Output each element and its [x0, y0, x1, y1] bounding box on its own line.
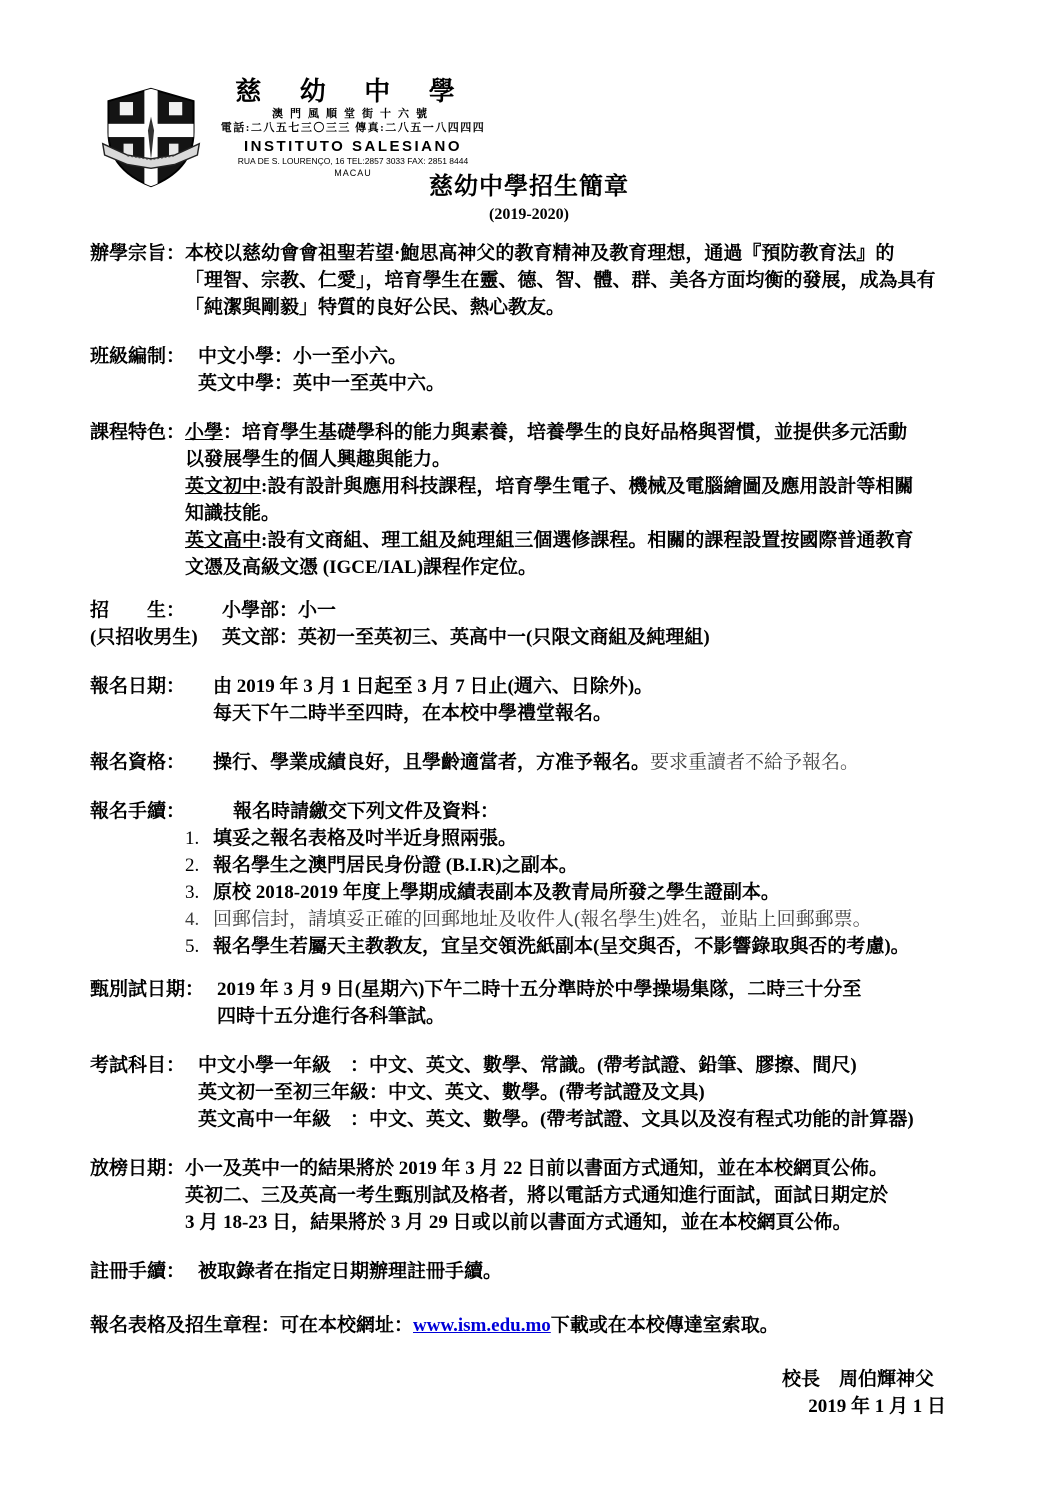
- section-forms-download: [90, 1312, 968, 1339]
- section-class-structure: [90, 343, 968, 397]
- section-mission: [90, 240, 968, 321]
- class-structure-label: 班級編制：: [90, 346, 186, 367]
- screening-test-label: 甄別試日期：: [90, 979, 205, 1000]
- curriculum-line: 以發展學生的個人興趣與能力。: [185, 449, 452, 470]
- procedure-label: 報名手續：: [90, 801, 186, 822]
- list-item: [90, 933, 968, 960]
- curriculum-junior-text: :設有設計與應用科技課程，培育學生電子、機械及電腦繪圖及應用設計等相關: [261, 476, 914, 497]
- qualification-main-text: 操行、學業成績良好，且學齡適當者，方准予報名。: [213, 752, 651, 773]
- curriculum-primary-head: 小學: [185, 422, 224, 443]
- screening-test-line: 四時十五分進行各科筆試。: [217, 1006, 446, 1027]
- forms-line: [90, 1312, 779, 1339]
- forms-suffix-text: 下載或在本校傳達室索取。: [550, 1315, 779, 1336]
- list-item: [90, 852, 968, 879]
- curriculum-senior-text: :設有文商組、理工組及純理組三個選修課程。相關的課程設置按國際普通教育: [261, 530, 914, 551]
- school-phone-fax-chinese: 電話:二八五七三〇三三 傳真:二八五一八四四四: [220, 122, 486, 134]
- mission-line: 「純潔與剛毅」特質的良好公民、熱心教友。: [185, 297, 566, 318]
- signature-date: 2019 年 1 月 1 日: [808, 1396, 946, 1417]
- section-enrollment: [90, 1258, 968, 1285]
- class-structure-line: 英文中學：英中一至英中六。: [198, 373, 446, 394]
- list-item: [90, 825, 968, 852]
- forms-prefix-text: 報名表格及招生章程：可在本校網址：: [90, 1315, 414, 1336]
- section-screening-test: [90, 976, 968, 1030]
- list-item-text: 報名學生之澳門居民身份證 (B.I.R)之副本。: [213, 855, 578, 876]
- curriculum-label: 課程特色：: [90, 422, 186, 443]
- school-year: (2019-2020): [489, 206, 569, 223]
- registration-date-line: 由 2019 年 3 月 1 日起至 3 月 7 日止(週六、日除外)。: [213, 676, 654, 697]
- page-title: 慈幼中學招生簡章: [429, 174, 629, 200]
- registration-date-line: 每天下午二時半至四時，在本校中學禮堂報名。: [213, 703, 613, 724]
- principal-signature: 校長 周伯輝神父: [781, 1369, 934, 1390]
- section-procedure: [90, 798, 968, 960]
- list-item-number: 1.: [185, 828, 200, 849]
- curriculum-junior-head: 英文初中: [185, 476, 262, 497]
- procedure-intro: 報名時請繳交下列文件及資料：: [233, 801, 500, 822]
- qualification-label: 報名資格：: [90, 752, 186, 773]
- exam-subjects-label: 考試科目：: [90, 1055, 186, 1076]
- curriculum-senior-head: 英文高中: [185, 530, 262, 551]
- list-item: [90, 879, 968, 906]
- screening-test-line: 2019 年 3 月 9 日(星期六)下午二時十五分準時於中學操場集隊，二時三十分至: [217, 979, 862, 1000]
- mission-label: 辦學宗旨：: [90, 243, 186, 264]
- list-item-number: 3.: [185, 882, 200, 903]
- school-city: MACAU: [334, 168, 372, 178]
- admission-label: 招 生：: [90, 600, 186, 621]
- admission-line: 小學部：小一: [222, 600, 337, 621]
- section-qualification: [90, 749, 968, 776]
- curriculum-line: [185, 527, 968, 554]
- enrollment-line: 被取錄者在指定日期辦理註冊手續。: [198, 1261, 503, 1282]
- list-item-number: 5.: [185, 936, 200, 957]
- school-name-chinese: 慈 幼 中 學: [235, 77, 471, 106]
- results-label: 放榜日期：: [90, 1158, 186, 1179]
- enrollment-label: 註冊手續：: [90, 1261, 186, 1282]
- list-item-text: 報名學生若屬天主教教友，宜呈交領洗紙副本(呈交與否，不影響錄取與否的考慮)。: [213, 936, 910, 957]
- curriculum-line: [185, 419, 968, 446]
- section-admission-grades: [90, 597, 968, 651]
- registration-date-label: 報名日期：: [90, 676, 186, 697]
- procedure-list: [90, 825, 968, 960]
- curriculum-line: [185, 473, 968, 500]
- exam-subjects-line: 中文小學一年級 ：中文、英文、數學、常識。(帶考試證、鉛筆、膠擦、間尺): [198, 1055, 857, 1076]
- school-name-portuguese: INSTITUTO SALESIANO: [243, 138, 463, 155]
- admission-boys-only-note: (只招收男生): [90, 627, 198, 648]
- curriculum-line: 文憑及高級文憑 (IGCE/IAL)課程作定位。: [185, 557, 538, 578]
- section-exam-subjects: [90, 1052, 968, 1133]
- list-item-number: 2.: [185, 855, 200, 876]
- list-item-text: 回郵信封，請填妥正確的回郵地址及收件人(報名學生)姓名，並貼上回郵郵票。: [213, 909, 872, 930]
- admission-line: 英文部：英初一至英初三、英高中一(只限文商組及純理組): [222, 627, 710, 648]
- signature-block: [90, 1366, 968, 1420]
- section-registration-date: [90, 673, 968, 727]
- curriculum-primary-text: ：培育學生基礎學科的能力與素養，培養學生的良好品格與習慣，並提供多元活動: [223, 422, 908, 443]
- class-structure-line: 中文小學：小一至小六。: [198, 346, 408, 367]
- list-item-text: 填妥之報名表格及吋半近身照兩張。: [213, 828, 518, 849]
- list-item-text: 原校 2018-2019 年度上學期成績表副本及教青局所發之學生證副本。: [213, 882, 780, 903]
- school-address-chinese: 澳門風順堂街十六號: [272, 108, 434, 120]
- qualification-line: [213, 749, 968, 776]
- exam-subjects-line: 英文初一至初三年級：中文、英文、數學。(帶考試證及文具): [198, 1082, 705, 1103]
- curriculum-line: 知識技能。: [185, 503, 281, 524]
- section-curriculum: [90, 419, 968, 581]
- mission-line: 「理智、宗教、仁愛」，培育學生在靈、德、智、體、群、美各方面均衡的發展，成為具有: [185, 270, 936, 291]
- document-body: [90, 172, 968, 1420]
- qualification-repeat-note: 要求重讀者不給予報名。: [650, 752, 860, 773]
- results-line: 3 月 18-23 日，結果將於 3 月 29 日或以前以書面方式通知，並在本校網頁公佈。: [185, 1212, 852, 1233]
- exam-subjects-line: 英文高中一年級 ：中文、英文、數學。(帶考試證、文具以及沒有程式功能的計算器): [198, 1109, 914, 1130]
- school-address-portuguese: RUA DE S. LOURENÇO, 16 TEL:2857 3033 FAX: 2851 8444: [237, 156, 469, 166]
- school-website-link[interactable]: www.ism.edu.mo: [413, 1315, 551, 1336]
- results-line: 小一及英中一的結果將於 2019 年 3 月 22 日前以書面方式通知，並在本校網頁公佈。: [185, 1158, 889, 1179]
- mission-line: 本校以慈幼會會祖聖若望·鮑思高神父的教育精神及教育理想，通過『預防教育法』的: [185, 243, 895, 264]
- section-results-announcement: [90, 1155, 968, 1236]
- list-item-number: 4.: [185, 909, 200, 930]
- results-line: 英初二、三及英高一考生甄別試及格者，將以電話方式通知進行面試，面試日期定於: [185, 1185, 889, 1206]
- list-item: [90, 906, 968, 933]
